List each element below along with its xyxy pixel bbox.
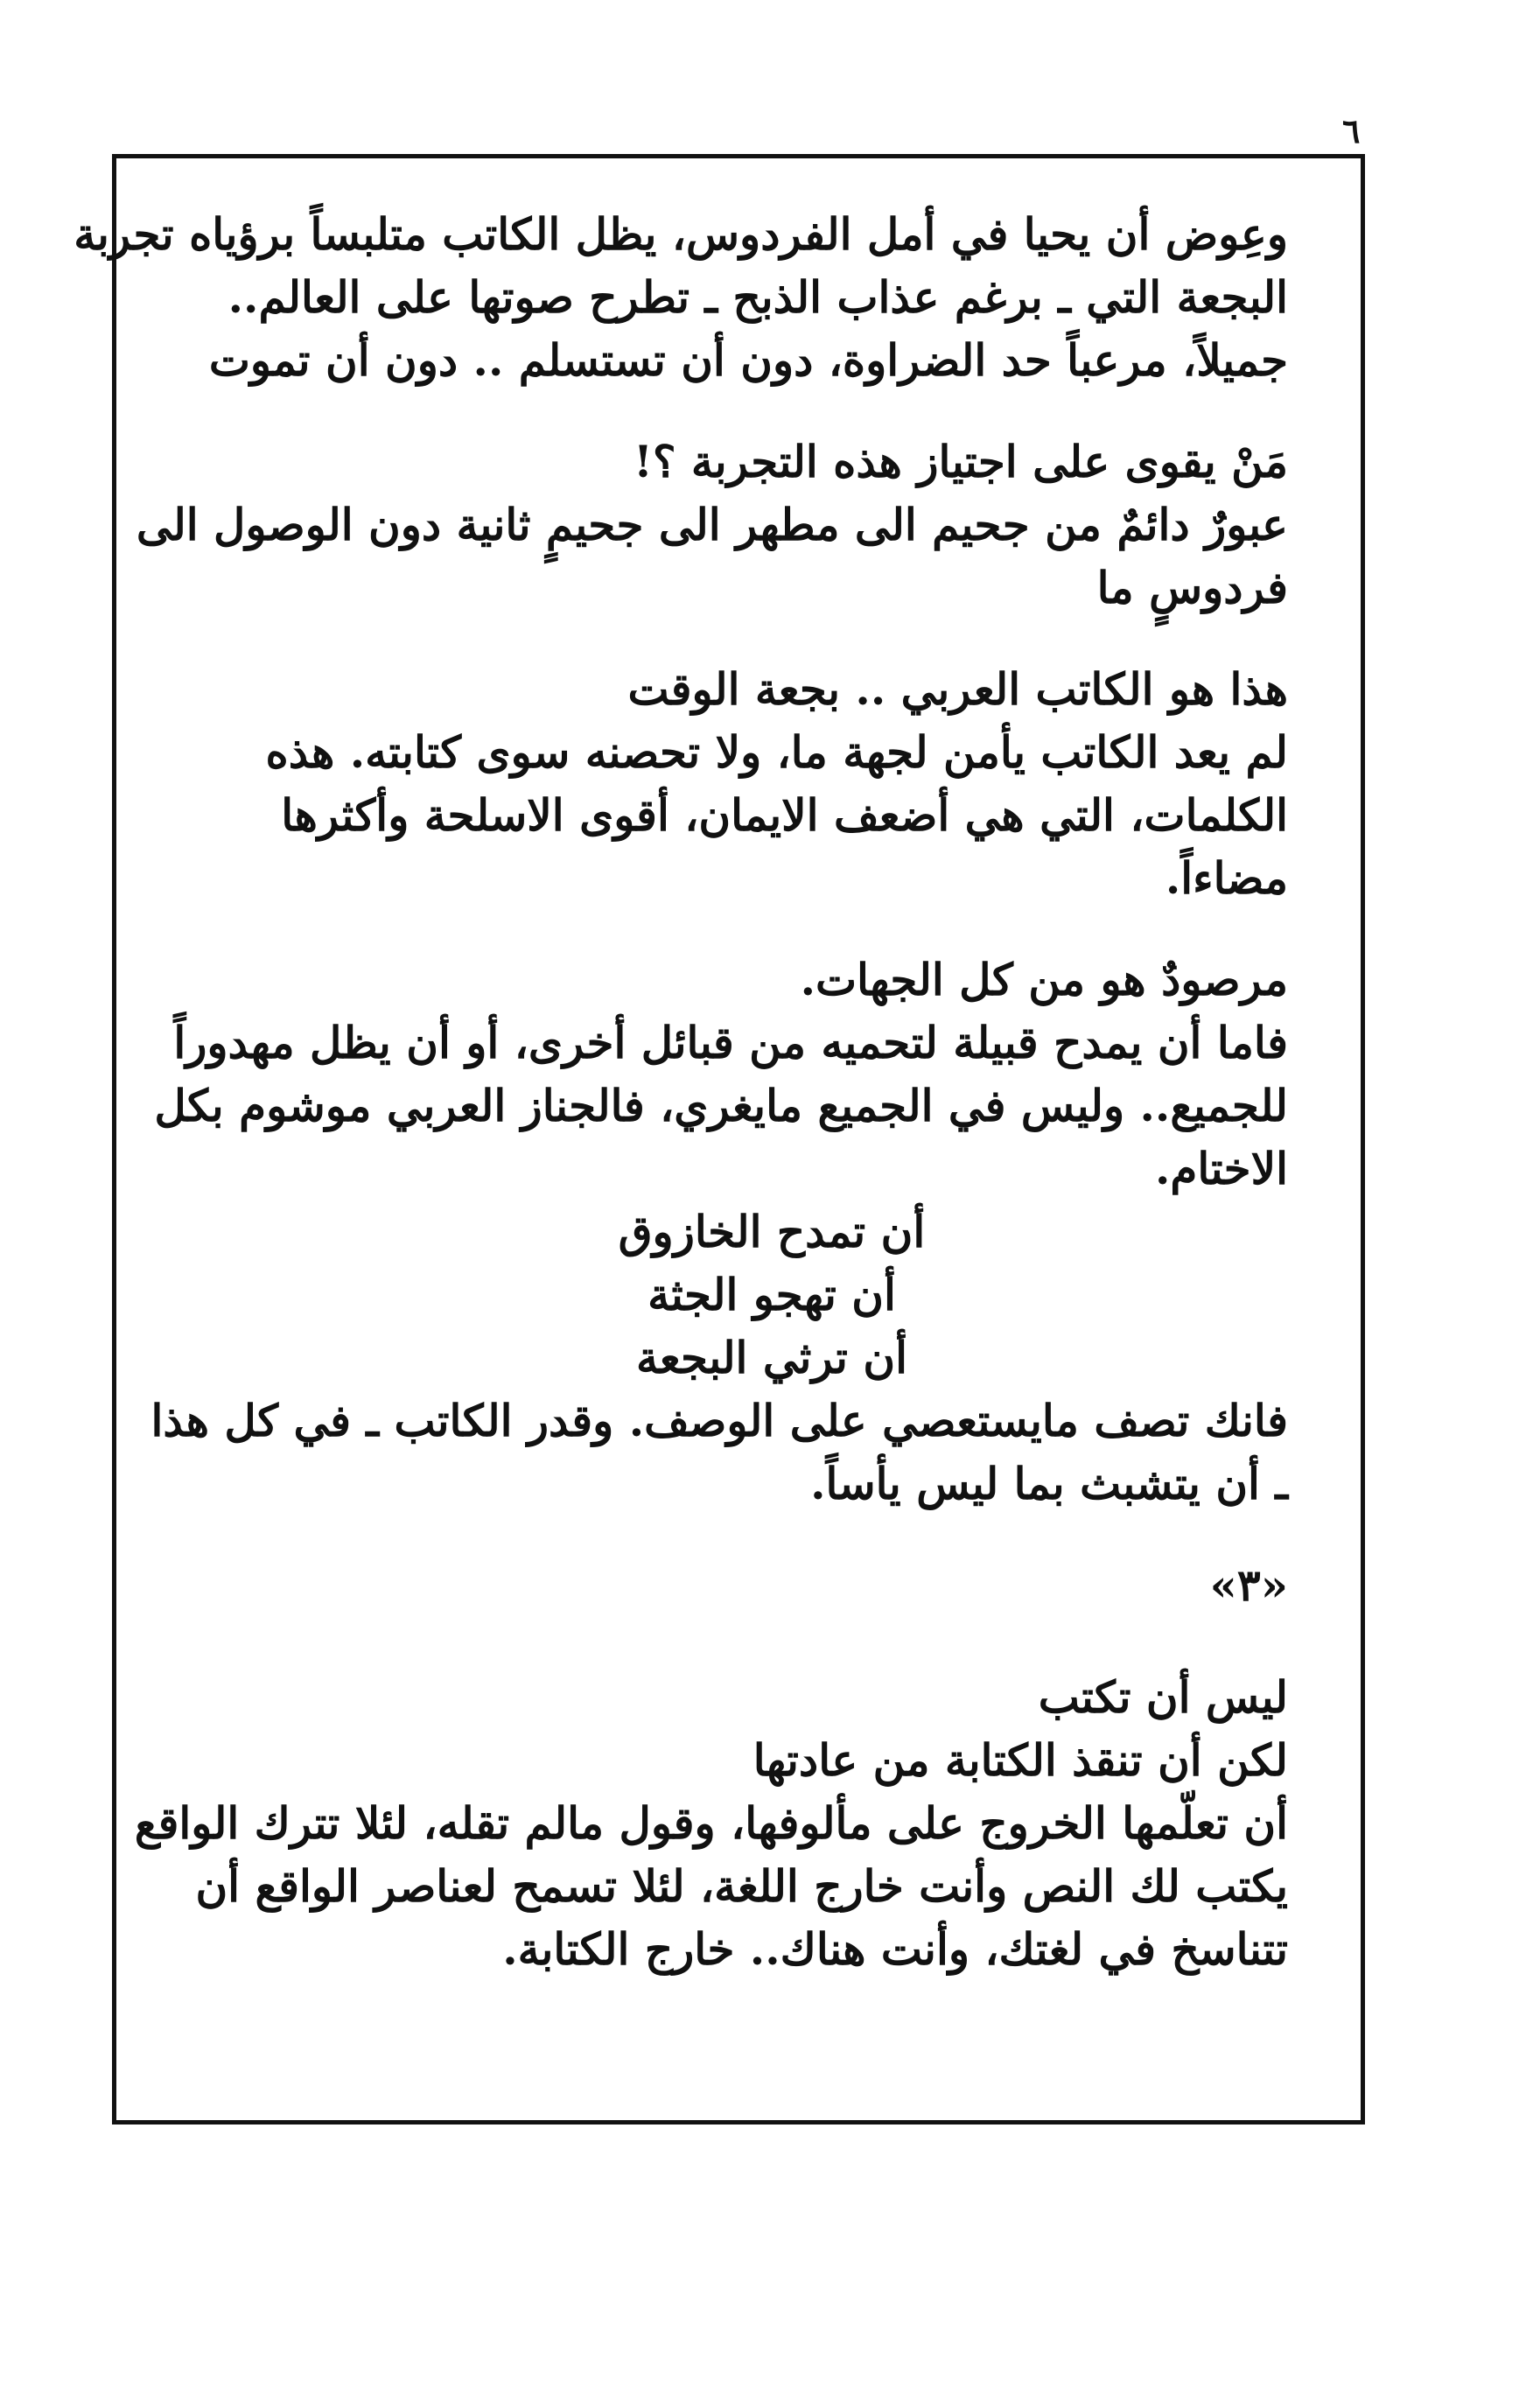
paragraph-line: مَنْ يقوى على اجتياز هذه التجربة ؟! bbox=[634, 436, 1288, 487]
page-number: ٦ bbox=[1342, 111, 1361, 150]
text-body bbox=[74, 203, 1288, 2020]
paragraph-6 bbox=[134, 1666, 1288, 1981]
paragraph-line: الكلمات، التي هي أضعف الايمان، أقوى الاسلحة وأكثرها bbox=[281, 789, 1288, 841]
paragraph-line: يكتب لك النص وأنت خارج اللغة، لئلا تسمح لعناصر الواقع أن bbox=[195, 1860, 1288, 1912]
paragraph-line: البجعة التي ـ برغم عذاب الذبح ـ تطرح صوتها على العالم.. bbox=[228, 271, 1288, 323]
paragraph-line: مرصودٌ هو من كل الجهات. bbox=[800, 954, 1288, 1005]
poem-line: أن تهجو الجثة bbox=[648, 1269, 896, 1320]
paragraph-4 bbox=[154, 948, 1288, 1200]
paragraph-line: تتناسخ في لغتك، وأنت هناك.. خارج الكتابة. bbox=[502, 1923, 1288, 1975]
paragraph-2 bbox=[136, 430, 1288, 620]
paragraph-line: ـ أن يتشبث بما ليس يأساً. bbox=[810, 1458, 1288, 1509]
poem-line: أن ترثي البجعة bbox=[636, 1332, 907, 1383]
paragraph-line: الاختام. bbox=[1154, 1143, 1288, 1194]
poem-line: أن تمدح الخازوق bbox=[618, 1206, 926, 1257]
poem-stanza bbox=[203, 1200, 1288, 1390]
section-number: «٣» bbox=[1209, 1559, 1288, 1611]
paragraph-5 bbox=[150, 1390, 1288, 1516]
paragraph-line: لكن أن تنقذ الكتابة من عادتها bbox=[752, 1734, 1288, 1786]
paragraph-line: وعِوض أن يحيا في أمل الفردوس، يظل الكاتب متلبساً برؤياه تجربة bbox=[74, 208, 1288, 260]
paragraph-line: جميلاً، مرعباً حد الضراوة، دون أن تستسلم .. دون أن تموت bbox=[208, 334, 1288, 386]
paragraph-line: ليس أن تكتب bbox=[1038, 1671, 1288, 1723]
paragraph-line: فانك تصف مايستعصي على الوصف. وقدر الكاتب ـ في كل هذا bbox=[150, 1395, 1288, 1446]
paragraph-line: أن تعلّمها الخروج على مألوفها، وقول مالم تقله، لئلا تترك الواقع bbox=[134, 1797, 1288, 1849]
paragraph-line: فاما أن يمدح قبيلة لتحميه من قبائل أخرى، أو أن يظل مهدوراً bbox=[173, 1017, 1288, 1068]
paragraph-line: عبورٌ دائمٌ من جحيم الى مطهر الى جحيمٍ ثانية دون الوصول الى bbox=[136, 499, 1288, 550]
paragraph-1 bbox=[74, 203, 1288, 392]
paragraph-line: لم يعد الكاتب يأمن لجهة ما، ولا تحصنه سوى كتابته. هذه bbox=[265, 726, 1288, 778]
paragraph-line: فردوسٍ ما bbox=[1096, 562, 1288, 613]
paragraph-line: للجميع.. وليس في الجميع مايغري، فالجناز العربي موشوم بكل bbox=[154, 1080, 1288, 1131]
paragraph-line: مضاءاً. bbox=[1165, 852, 1288, 904]
paragraph-line: هذا هو الكاتب العربي .. بجعة الوقت bbox=[627, 663, 1288, 715]
paragraph-3 bbox=[203, 658, 1288, 910]
